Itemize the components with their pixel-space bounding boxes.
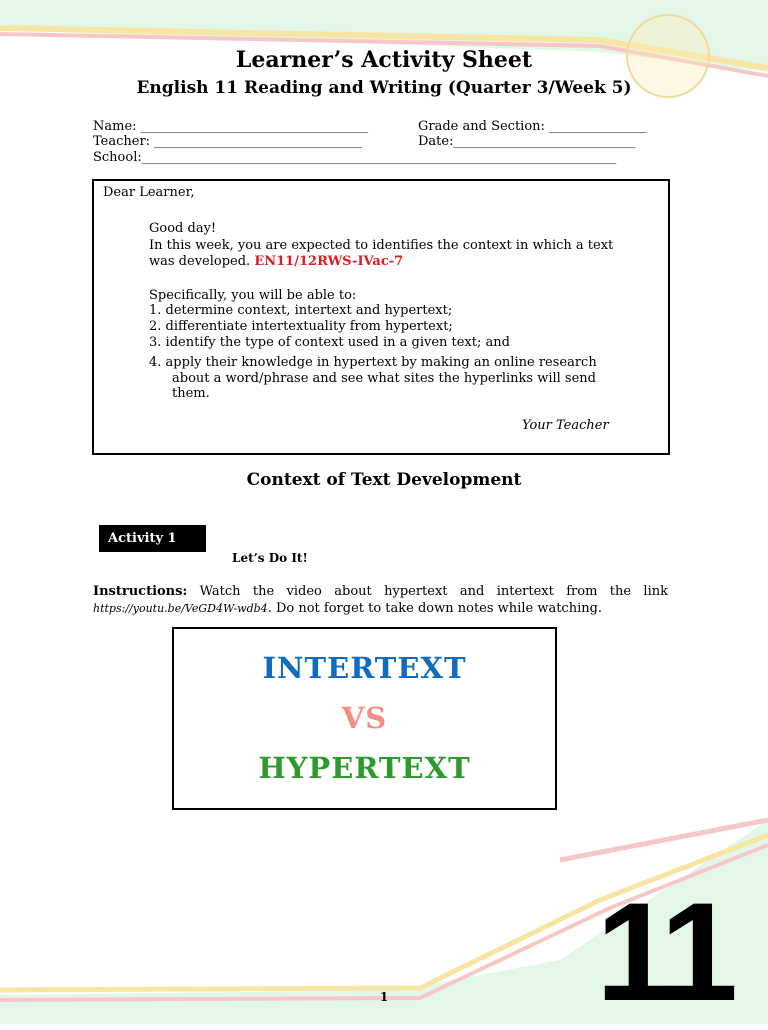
section-title: Context of Text Development [246, 470, 522, 490]
page-number: 1 [379, 990, 389, 1004]
activity-subtitle: Let’s Do It! [232, 551, 308, 565]
instructions-label: Instructions: [93, 584, 188, 599]
teacher-field[interactable]: Teacher: ________________________________ [93, 134, 363, 149]
competency-code: EN11/12RWS-IVac-7 [254, 254, 404, 269]
school-field[interactable]: School:_________________________________________________________________________ [93, 150, 617, 165]
objective-continuation: them. [172, 386, 210, 401]
instructions-line: https://youtu.be/VeGD4W-wdb4. Do not forget to take down notes while watching. [93, 601, 603, 616]
page-subtitle: English 11 Reading and Writing (Quarter 3/Week 5) [136, 78, 632, 98]
grade-badge: 11 [596, 873, 732, 1030]
specific-line: Specifically, you will be able to: [149, 288, 357, 303]
name-field[interactable]: Name: ___________________________________ [93, 119, 369, 134]
objective-item: 3. identify the type of context used in a given text; and [149, 335, 510, 350]
objective-item: 1. determine context, intertext and hypertext; [149, 303, 453, 318]
letter-box [92, 179, 670, 455]
activity-label: Activity 1 [99, 525, 206, 552]
page-title: Learner’s Activity Sheet [235, 47, 533, 73]
instructions-line: Instructions: Watch the video about hypertext and intertext from the link [93, 584, 668, 599]
intro-line: was developed. EN11/12RWS-IVac-7 [149, 254, 404, 269]
objective-item: 2. differentiate intertextuality from hypertext; [149, 319, 453, 334]
vs-word: VS [341, 701, 388, 735]
intertext-word: INTERTEXT [262, 651, 467, 685]
intertext-vs-hypertext-box [172, 627, 557, 810]
salutation: Dear Learner, [103, 185, 195, 200]
date-field[interactable]: Date:____________________________ [418, 134, 636, 149]
video-link[interactable]: https://youtu.be/VeGD4W-wdb4 [93, 602, 268, 615]
objective-item: 4. apply their knowledge in hypertext by making an online research [149, 355, 597, 370]
hypertext-word: HYPERTEXT [258, 751, 471, 785]
intro-line: In this week, you are expected to identifies the context in which a text [149, 238, 614, 253]
grade-section-field[interactable]: Grade and Section: _______________ [418, 119, 647, 134]
objective-continuation: about a word/phrase and see what sites the hyperlinks will send [172, 371, 596, 386]
greeting: Good day! [149, 221, 217, 236]
signature: Your Teacher [522, 418, 609, 433]
